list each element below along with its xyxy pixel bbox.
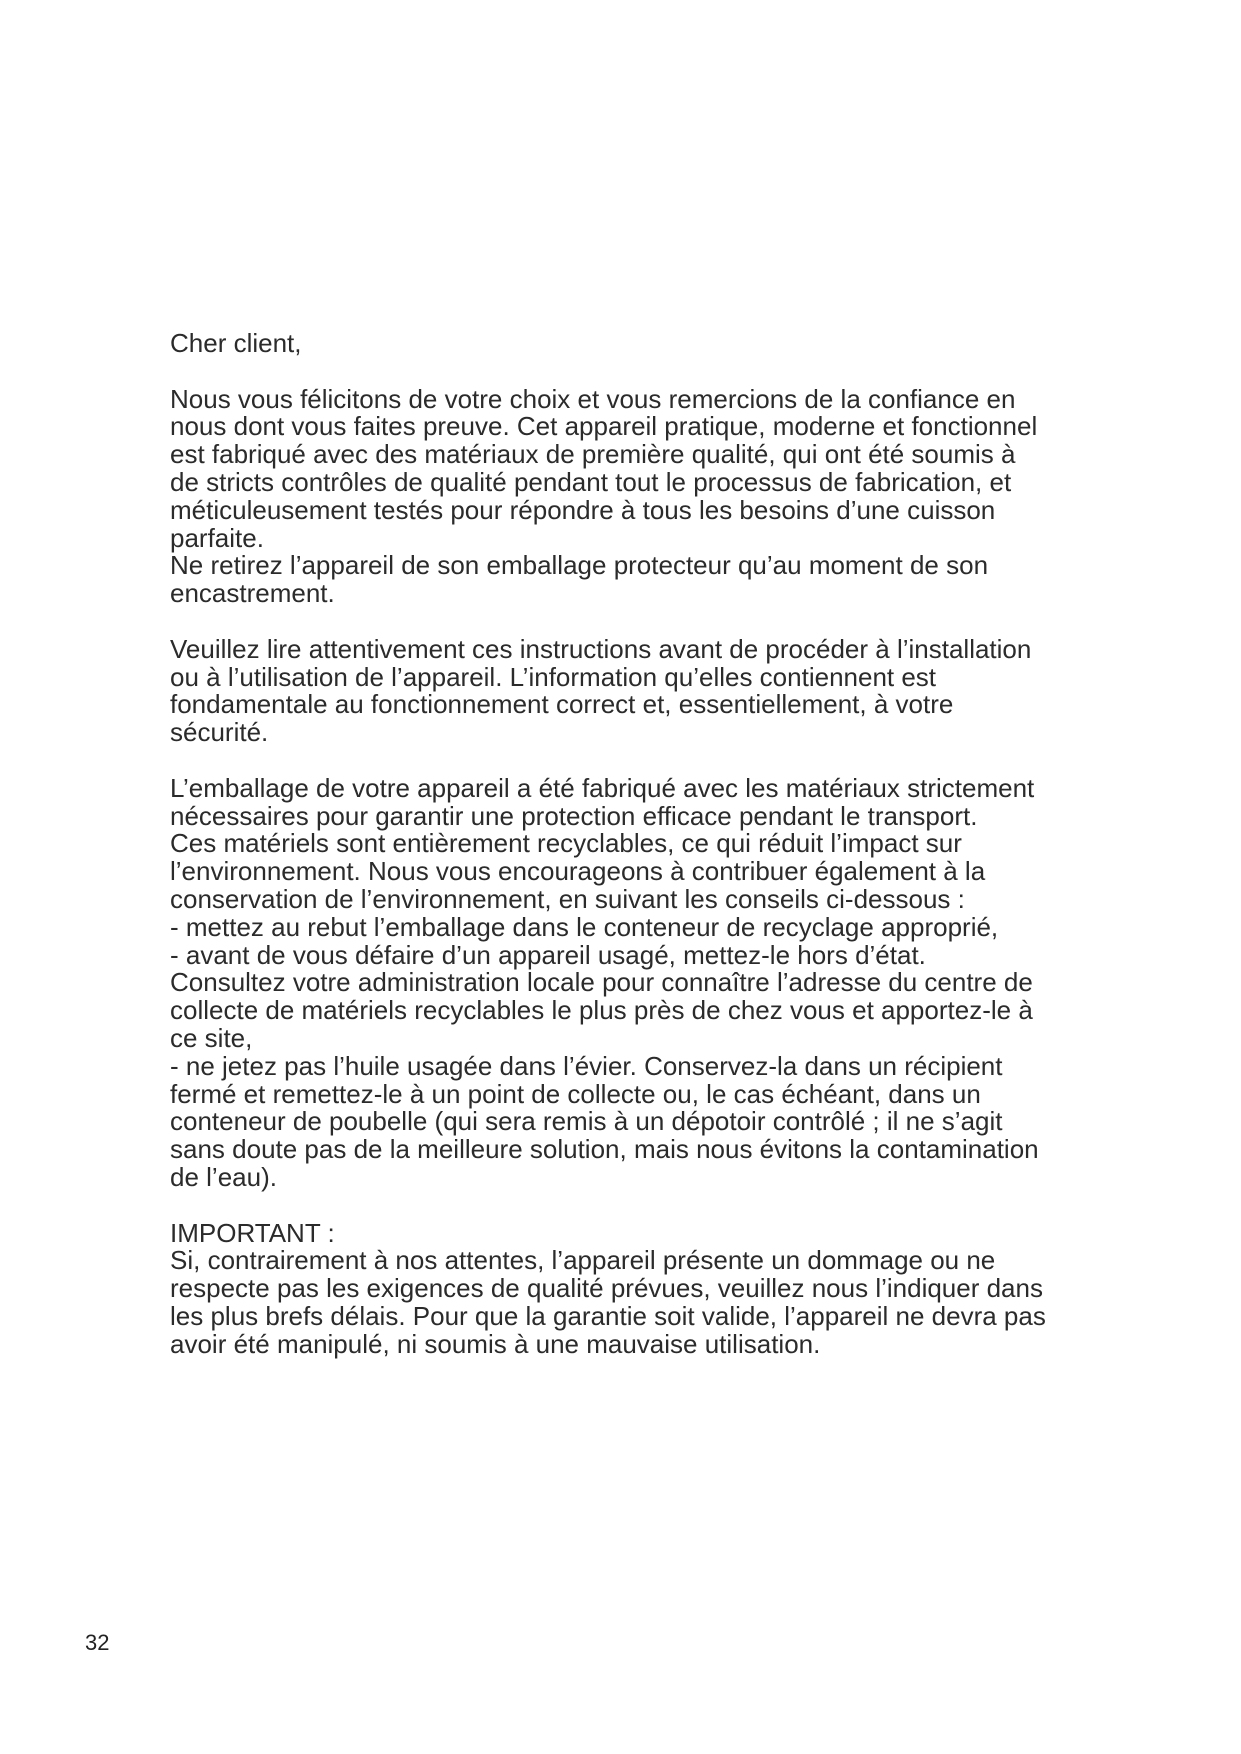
text-line: ce site, (170, 1022, 253, 1053)
text-line: avoir été manipulé, ni soumis à une mauvaise utilisation. (170, 1328, 821, 1359)
instructions-paragraph (170, 633, 1090, 748)
text-line: de l’eau). (170, 1161, 277, 1192)
text-line: Nous vous félicitons de votre choix et vous remercions de la confiance en (170, 383, 1016, 414)
text-line: L’emballage de votre appareil a été fabriqué avec les matériaux strictement (170, 772, 1035, 803)
text-line: collecte de matériels recyclables le plus près de chez vous et apportez-le à (170, 995, 1033, 1026)
text-line: parfaite. (170, 522, 264, 553)
text-line: sans doute pas de la meilleure solution, mais nous évitons la contamination (170, 1134, 1039, 1165)
text-line: fondamentale au fonctionnement correct et, essentiellement, à votre (170, 689, 954, 720)
text-line: - ne jetez pas l’huile usagée dans l’évier. Conservez-la dans un récipient (170, 1050, 1003, 1081)
text-line: les plus brefs délais. Pour que la garantie soit valide, l’appareil ne devra pas (170, 1300, 1046, 1331)
greeting (170, 330, 1090, 358)
text-line: l’environnement. Nous vous encourageons à contribuer également à la (170, 856, 986, 887)
text-line: Ne retirez l’appareil de son emballage protecteur qu’au moment de son (170, 550, 989, 581)
text-line: Consultez votre administration locale pour connaître l’adresse du centre de (170, 967, 1033, 998)
text-line: de stricts contrôles de qualité pendant tout le processus de fabrication, et (170, 466, 1012, 497)
paragraph-gap (170, 747, 1090, 775)
packaging-paragraph (170, 772, 1090, 1192)
important-heading: IMPORTANT : (170, 1217, 335, 1248)
text-line: Si, contrairement à nos attentes, l’appareil présente un dommage ou ne (170, 1245, 996, 1276)
text-line: Cher client, (170, 328, 302, 358)
paragraph-gap (170, 358, 1090, 386)
text-line: nous dont vous faites preuve. Cet appareil pratique, moderne et fonctionnel (170, 411, 1038, 442)
text-line: Ces matériels sont entièrement recyclables, ce qui réduit l’impact sur (170, 828, 962, 859)
important-paragraph (170, 1217, 1090, 1359)
paragraph-gap (170, 608, 1090, 636)
text-line: ou à l’utilisation de l’appareil. L’information qu’elles contiennent est (170, 661, 937, 692)
page-number: 32 (85, 1630, 110, 1655)
text-line: conservation de l’environnement, en suivant les conseils ci-dessous : (170, 883, 965, 914)
text-line: conteneur de poubelle (qui sera remis à un dépotoir contrôlé ; il ne s’agit (170, 1106, 1003, 1137)
text-line: fermé et remettez-le à un point de collecte ou, le cas échéant, dans un (170, 1078, 981, 1109)
text-line: nécessaires pour garantir une protection efficace pendant le transport. (170, 800, 978, 831)
text-line: Veuillez lire attentivement ces instructions avant de procéder à l’installation (170, 633, 1032, 664)
paragraph-gap (170, 1192, 1090, 1220)
text-line: méticuleusement testés pour répondre à tous les besoins d’une cuisson (170, 494, 996, 525)
text-line: est fabriqué avec des matériaux de première qualité, qui ont été soumis à (170, 439, 1016, 470)
text-line: - avant de vous défaire d’un appareil usagé, mettez-le hors d’état. (170, 939, 926, 970)
text-line: encastrement. (170, 578, 335, 609)
text-line: respecte pas les exigences de qualité prévues, veuillez nous l’indiquer dans (170, 1273, 1043, 1304)
text-line: - mettez au rebut l’emballage dans le conteneur de recyclage approprié, (170, 911, 999, 942)
intro-paragraph (170, 383, 1090, 609)
text-line: sécurité. (170, 717, 269, 748)
letter-body (170, 330, 1090, 1358)
